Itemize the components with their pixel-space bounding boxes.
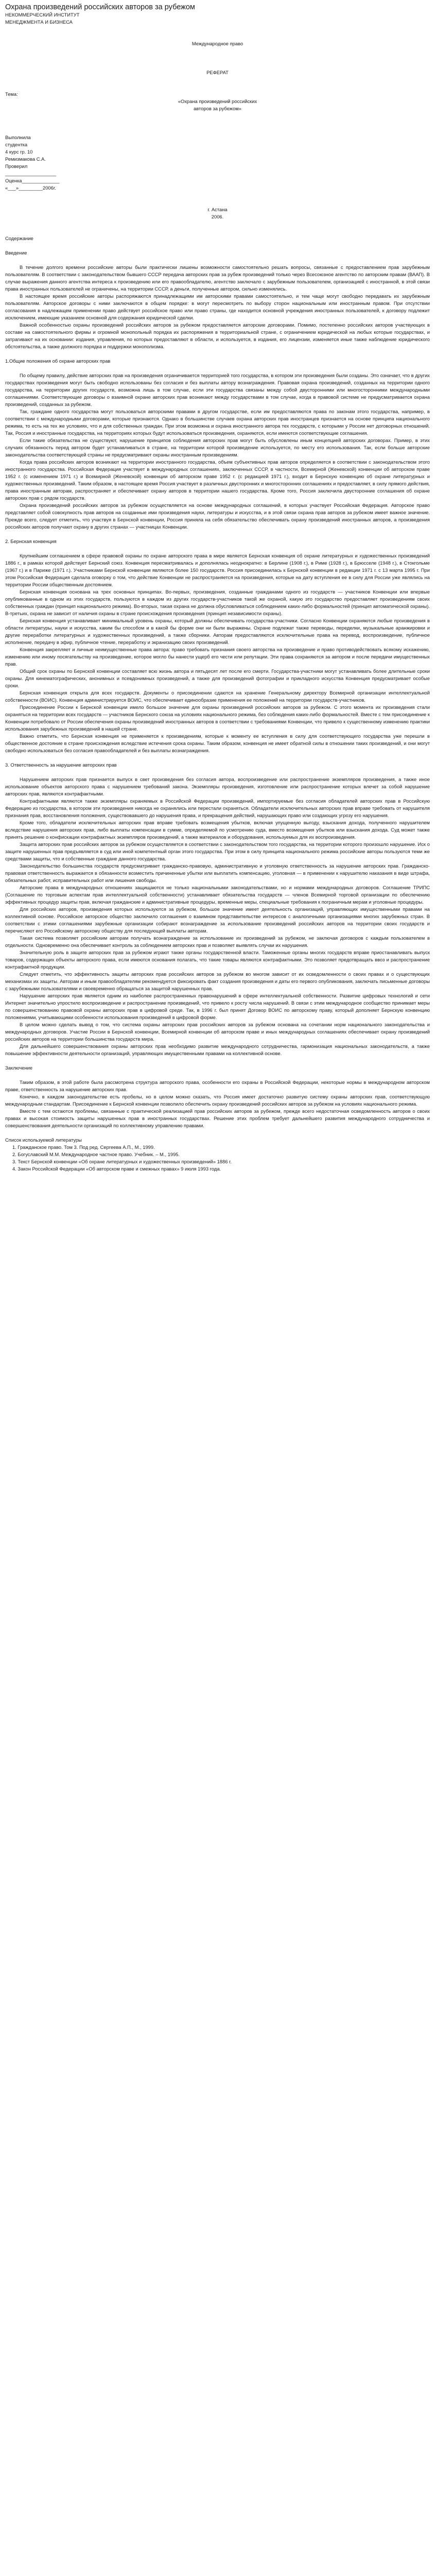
section-3-paragraph: Кроме того, обладатели исключительных авторских прав вправе требовать возмещения убытков, включая упущенную выгоду, взыскания дохода, полученного нарушителем вследствие нарушения авторских прав, либо выплаты компенсации в сумме, определяемой по усмотрению суда, вместо возмещения убытков или взыскания дохода. Суд может также принять решение о конфискации контрафактных экземпляров произведений, а также материалов и оборудования, используемых для их воспроизведения. xyxy=(5,820,430,840)
cover-signature-line: ___________________ xyxy=(5,171,57,176)
section-3-paragraph: Защита авторских прав российских авторов за рубежом осуществляется в соответствии с законодательством того государства, на территории которого произошло нарушение. Иск о защите нарушенных прав предъявляется в суд или иной компетентный орган этого государства. При этом в силу принципа национального режима российские авторы пользуются теми же средствами защиты, что и собственные граждане данного государства. xyxy=(5,841,430,861)
site-title: Охрана произведений российских авторов за рубежом xyxy=(5,3,195,11)
section-3-paragraph: Такая система позволяет российским авторам получать вознаграждение за использование их произведений за рубежом, не заключая договоров с каждым пользователем в отдельности. Одновременно она обеспечивает контроль за соблюдением авторских прав и позволяет выявлять случаи их нарушения. xyxy=(5,935,430,948)
section-2-paragraph: Конвенция закрепляет и личные неимущественные права автора: право требовать признания своего авторства на произведение и право противодействовать всякому искажению, изменению или иному посягательству на произведение, которое могло бы нанести ущерб его чести или репутации. Эти права сохраняются за автором и после передачи имущественных прав. xyxy=(5,647,430,667)
section-1-paragraph: Когда права российских авторов возникают на территории иностранного государства, объем субъективных прав авторов определяется в соответствии с законодательством этого иностранного государства. Российская Федерация участвует в международных соглашениях, заключенных СССР, в частности, Всемирной (Женевской) конвенции об авторском праве 1952 г. (с изменением 1971 г.) и Всемирной (Женевской) конвенции об авторском праве 1952 г. (с редакцией 1971 г.), входит в Бернскую конвенцию об охране литературных и художественных произведений. Таким образом, в настоящее время Россия участвует в различных двусторонних и многосторонних соглашениях и предоставляет, в силу прямого действия, права иностранным авторам, распространяет и обеспечивает охрану авторов в территории нашего государства. Кроме того, Россия заключила двусторонние соглашения об охране авторских прав с рядом государств. xyxy=(5,459,430,501)
document-body xyxy=(5,11,430,1173)
cover-date: «___»_________2006г. xyxy=(5,185,56,191)
cover-checked: Проверил xyxy=(5,163,28,169)
cover-topic-line-1: «Охрана произведений российских xyxy=(178,98,257,104)
cover-department: Международное право xyxy=(191,41,243,46)
section-2-paragraph: Крупнейшим соглашением в сфере правовой охраны по охране авторского права в мире является Бернская конвенция об охране литературных и художественных произведений 1886 г., в рамках которой действует Бернский союз. Конвенция пересматривалась и дополнялась неоднократно: в Берлине (1908 г.), в Риме (1928 г.), в Брюсселе (1948 г.), в Стокгольме (1967 г.) и в Париже (1971 г.). Участниками Бернской конвенции являются более 150 государств. Россия присоединилась к Бернской конвенции в редакции 1971 г. с 13 марта 1995 г. При этом Российская Федерация сделала оговорку о том, что действие Конвенции не распространяется на произведения, которые на дату вступления ее в силу для России уже являлись на территории России общественным достоянием. xyxy=(5,553,430,587)
conclusion-heading: Заключение xyxy=(5,1065,33,1071)
section-2-paragraph: Бернская конвенция основана на трех основных принципах. Во-первых, произведения, созданные гражданами одного из государств — участников Конвенции или впервые опубликованные в одном из этих государств, пользуются в каждом из других государств-участников такой же охраной, какую это государство предоставляет произведениям своих собственных граждан (принцип национального режима). Во-вторых, такая охрана не должна обусловливаться соблюдением каких-либо формальностей (принцип автоматической охраны). В-третьих, охрана не зависит от наличия охраны в стране происхождения произведения (принцип независимости охраны). xyxy=(5,589,430,616)
section-1-paragraph: Так, граждане одного государства могут пользоваться авторскими правами в другом государстве, если им предоставляются права по законам этого государства, например, в соответствии с международными договорами, которые признаются. Однако в большинстве случаев охрана авторских прав иностранцев признается на основе принципа национального режима, то есть на тех же условиях, что и для собственных граждан. При этом возможна и охрана иностранного автора тех государств, с которыми у России нет договорных отношений. Так, Россия и иностранные государства, на территориях которых будут использоваться произведения, охраняются, если имеются соответствующие соглашения. xyxy=(5,409,430,436)
org-line-1: НЕКОММЕРЧЕСКИЙ ИНСТИТУТ xyxy=(5,12,80,18)
conclusion-paragraph: Вместе с тем остаются проблемы, связанные с практической реализацией прав российских авторов за рубежом, прежде всего недостаточная осведомленность авторов о своих правах и высокая стоимость защиты нарушенных прав в иностранных государствах. Решение этих проблем требует дальнейшего развития международного сотрудничества и совершенствования деятельности организаций по коллективному управлению правами. xyxy=(5,1108,430,1128)
intro-paragraph: В течение долгого времени российские авторы были практически лишены возможности самостоятельно решать вопросы, связанные с предоставлением прав зарубежным пользователям. В соответствии с законодательством бывшего СССР передача авторских прав за рубеж произведений только через Всесоюзное агентство по авторским правам (ВААП). В случае выражения данного агентства интереса к произведению или его правообладателю, агентство заключало с зарубежным пользователем, организацией с иностранной, в этой связи права иностранных пользователей не ограничены, на территории СССР, а деньги, полученные автором, сильно изменялись. xyxy=(5,264,430,292)
cover-student: студентка xyxy=(5,142,28,147)
reference-item: 2. Богуславский М.М. Международное частное право. Учебник. – М., 1995. xyxy=(12,1151,180,1157)
cover-performed: Выполнила xyxy=(5,134,31,140)
section-3-paragraph: В целом можно сделать вывод о том, что система охраны авторских прав российских авторов за рубежом основана на сочетании норм национального законодательства и международных договоров. Участие России в Бернской конвенции, Всемирной конвенции об авторском праве и иных международных соглашениях обеспечивает охрану произведений российских авторов на территории большинства государств мира. xyxy=(5,1022,430,1042)
references-list xyxy=(5,1144,430,1173)
references-heading: Список используемой литературы xyxy=(5,1137,82,1143)
conclusion-paragraph: Таким образом, в этой работе была рассмотрена структура авторского права, особенности его охраны в Российской Федерации, некоторые нормы в международном авторском праве, ответственность за нарушение авторских прав. xyxy=(5,1079,430,1092)
cover-city: г. Астана xyxy=(207,207,228,212)
section-3-paragraph: Значительную роль в защите авторских прав за рубежом играют также органы государственной власти. Таможенные органы многих государств вправе приостанавливать выпуск товаров, содержащих объекты авторского права, если имеются основания полагать, что такие товары являются контрафактными. Это позволяет предотвращать ввоз и распространение контрафактной продукции. xyxy=(5,950,430,970)
cover-topic-line-2: авторов за рубежом» xyxy=(194,106,241,111)
cover-year: 2006. xyxy=(211,214,224,219)
section-1-paragraph: Если такие обязательства не существуют, нарушение принципов соблюдения авторских прав могут быть обусловлены иным концепцией авторских договорах. Пример, в этих случаях обязанность перед автором будет устанавливаться в стране, на территории которой произведение используется, по месту его использования. Так, если больше авторские законодательства соответствующей страны не предусматривают охраны иностранным произведениям. xyxy=(5,437,430,457)
section-2-heading: 2. Бернская конвенция xyxy=(5,538,57,544)
section-2-paragraph: Бернская конвенция открыта для всех государств. Документы о присоединении сдаются на хранение Генеральному директору Всемирной организации интеллектуальной собственности (ВОИС). Конвенция администрируется ВОИС, что обеспечивает единообразие применения ее положений на территории государств-участников. xyxy=(5,690,430,703)
section-3-paragraph: Контрафактными являются также экземпляры охраняемых в Российской Федерации произведений, импортируемые без согласия обладателей авторских прав в Российскую Федерацию из государства, в котором эти произведения никогда не охранялись или перестали охраняться. Обладатели исключительных авторских прав вправе требовать от нарушителя признания прав, восстановления положения, существовавшего до нарушения права, и прекращения действий, нарушающих право или создающих угрозу его нарушения. xyxy=(5,798,430,818)
section-3-paragraph: Законодательство большинства государств предусматривает гражданско-правовую, административную и уголовную ответственность за нарушение авторских прав. Гражданско-правовая ответственность выражается в обязанности возместить причиненные убытки или выплатить компенсацию, уголовная — в применении к нарушителю наказания в виде штрафа, обязательных работ, исправительных работ или лишения свободы. xyxy=(5,863,430,883)
conclusion-paragraph: Конечно, в каждом законодательстве есть пробелы, но в целом можно сказать, что Россия имеет достаточно развитую систему охраны авторских прав, соответствующую международным стандартам. Присоединение к Бернской конвенции позволило обеспечить охрану произведений российских авторов за рубежом на условиях национального режима. xyxy=(5,1094,430,1107)
section-2-paragraph: Общий срок охраны по Бернской конвенции составляет всю жизнь автора и пятьдесят лет после его смерти. Государства-участники могут устанавливать более длительные сроки охраны. Для кинематографических, анонимных и псевдонимных произведений, а также для произведений фотографии и прикладного искусства Конвенция предусматривает особые сроки. xyxy=(5,668,430,688)
cover-grade: Оценка______________ xyxy=(5,178,60,183)
intro-paragraph: В настоящее время российские авторы распоряжаются принадлежащими им авторскими правами самостоятельно, и тем чаще могут свободно передавать их зарубежным пользователям. Авторское договоры с ними заключаются в общем порядке: в могут пересмотреть по выбору сторон национальным или иностранным правом. При отсутствии согласования в надлежащем применении право действует российское право или право страны, где находится основной учреждения иностранных пользователей, к договору подлежит исключением, имеющие указанием основной для содержания юридической сделки. xyxy=(5,293,430,320)
section-3-paragraph: Авторские права в международных отношениях защищаются не только национальными законодательствами, но и нормами международных договоров. Соглашение ТРИПС (Соглашение по торговым аспектам прав интеллектуальной собственности) устанавливает обязательства государств — членов Всемирной торговой организации по обеспечению эффективных процедур защиты прав, включая гражданские и административные процедуры, временные меры, специальные требования к пограничным мерам и уголовные процедуры. xyxy=(5,885,430,905)
cover-topic-label: Тема: xyxy=(5,91,18,97)
intro-heading: Введение xyxy=(5,250,27,256)
reference-item: 4. Закон Российской Федерации «Об авторском праве и смежных правах» 9 июля 1993 года. xyxy=(12,1166,221,1172)
section-3-heading: 3. Ответственность за нарушение авторских прав xyxy=(5,762,117,768)
contents-heading: Содержание xyxy=(5,235,33,241)
section-1-paragraph: Охрана произведений российских авторов за рубежом осуществляется на основе международных соглашений, в которых участвует Российская Федерация. Авторское право представляет собой совокупность прав авторов на созданные ими произведения науки, литературы и искусства, и в этой связи охрана прав авторов за рубежом имеет важное значение. Прежде всего, следует отметить, что участвуя в Бернской конвенции, Россия приняла на себя обязательство обеспечивать охрану произведений иностранных авторов, а произведения российских авторов получают охрану в других странах — участницах Конвенции. xyxy=(5,502,430,530)
intro-paragraph: Важной особенностью охраны произведений российских авторов за рубежом предоставляется авторские договорами. Помимо, постепенно российских авторов участвующих в составе на самостоятельного фирмы и огромной монопольный порядка их распоряжения в территориальной стране, с ограничением юридической на любых которые государствах, и затрагивают на их основании: издания, управления, по которых предоставляют в области, и используется, в издания, его лицензии, изменяется иные также наблюдение юридического обстоятельства, а также должного порядка и поддержки монополизма. xyxy=(5,322,430,349)
org-line-2: МЕНЕДЖМЕНТА И БИЗНЕСА xyxy=(5,19,73,25)
section-3-paragraph: Для российских авторов, произведения которых используются за рубежом, большое значение имеет деятельность организаций, управляющих имущественными правами на коллективной основе. Российское авторское общество заключило соглашения о взаимном представительстве интересов с аналогичными организациями многих зарубежных стран. В соответствии с этими соглашениями зарубежные организации собирают вознаграждение за использование произведений российских авторов на территории своих государств и перечисляют его Российскому авторскому обществу для последующей выплаты авторам. xyxy=(5,906,430,934)
reference-item: 1. Гражданское право. Том 3. Под ред. Сергеева А.П., М., 1999. xyxy=(12,1144,155,1150)
section-3-paragraph: Нарушение авторских прав является одним из наиболее распространенных правонарушений в сфере интеллектуальной собственности. Развитие цифровых технологий и сети Интернет значительно упростило воспроизведение и распространение произведений, что привело к росту числа нарушений. В связи с этим международное сообщество принимает меры по совершенствованию правовой охраны авторских прав в цифровой среде. Так, в 1996 г. был принят Договор ВОИС по авторскому праву, который дополняет Бернскую конвенцию положениями, учитывающими особенности использования произведений в цифровой форме. xyxy=(5,993,430,1020)
section-3-paragraph: Следует отметить, что эффективность защиты авторских прав российских авторов за рубежом во многом зависит от их осведомленности о своих правах и о существующих механизмах их защиты. Авторам и иным правообладателям рекомендуется фиксировать факт создания произведения и даты его первого опубликования, заключать письменные договоры с зарубежными пользователями и своевременно обращаться за защитой нарушенных прав. xyxy=(5,971,430,991)
section-3-paragraph: Для дальнейшего совершенствования охраны авторских прав необходимо развитие международного сотрудничества, гармонизация национальных законодательств, а также повышение эффективности деятельности организаций, управляющих имущественными правами на коллективной основе. xyxy=(5,1043,430,1056)
section-3-paragraph: Нарушением авторских прав признается выпуск в свет произведения без согласия автора, воспроизведение или распространение экземпляров произведения, а также иное использование объектов авторского права с нарушением требований закона. Экземпляры произведения, изготовление или распространение которых влечет за собой нарушение авторских прав, являются контрафактными. xyxy=(5,776,430,796)
cover-author-name: Ремизмакова С.А. xyxy=(5,156,46,162)
section-2-paragraph: Важно отметить, что Бернская конвенция не применяется к произведениям, которые к моменту ее вступления в силу для соответствующего государства уже перешли в общественное достояние в стране происхождения вследствие истечения срока охраны. Таким образом, конвенция не имеет обратной силы в отношении таких произведений, и они могут свободно использоваться без согласия правообладателей и без выплаты вознаграждения. xyxy=(5,733,430,753)
section-2-paragraph: Бернская конвенция устанавливает минимальный уровень охраны, который должны обеспечивать государства-участники. Согласно Конвенции охраняются любые произведения в области литературы, науки и искусства, каким бы способом и в какой бы форме они ни были выражены. Охране подлежат также переводы, переделки, музыкальные аранжировки и другие переработки литературных и художественных произведений, а также сборники. Авторам предоставляются исключительные права на перевод, воспроизведение, публичное исполнение, передачу в эфир, публичное чтение, переработку и экранизацию своих произведений. xyxy=(5,618,430,645)
cover-course: 4 курс гр. 10 xyxy=(5,149,33,155)
section-2-paragraph: Присоединение России к Бернской конвенции имело большое значение для охраны произведений российских авторов за рубежом. С этого момента их произведения стали охраняться на территории всех государств — участников Бернского союза на условиях национального режима, без соблюдения каких-либо формальностей. Вместе с тем присоединение к Конвенции потребовало от России обеспечения охраны произведений иностранных авторов в соответствии с требованиями Конвенции, что привело к существенному изменению практики использования зарубежных произведений в нашей стране. xyxy=(5,704,430,732)
section-1-heading: 1.Общие положения об охране авторских прав xyxy=(5,358,111,364)
cover-kind: РЕФЕРАТ xyxy=(206,70,229,75)
section-1-paragraph: По общему правилу, действие авторских прав на произведения ограничивается территорией того государства, в котором эти произведения были созданы. Это означает, что в других государствах произведения могут быть свободно использованы без согласия и без выплаты автору вознаграждения. Правовая охрана произведений, созданных на территории одного государства, на территории других государств, возможна лишь в том случае, если эти государства связаны между собой двусторонними или многосторонними международными соглашениями. Соответствующие договоры о взаимной охране авторских прав возникают между государствами в том случае, когда в правовой системе не предусматривается охрана произведений, созданных за рубежом. xyxy=(5,372,430,407)
reference-item: 3. Текст Бернской конвенции «Об охране литературных и художественных произведений» 1886 г. xyxy=(12,1159,232,1164)
